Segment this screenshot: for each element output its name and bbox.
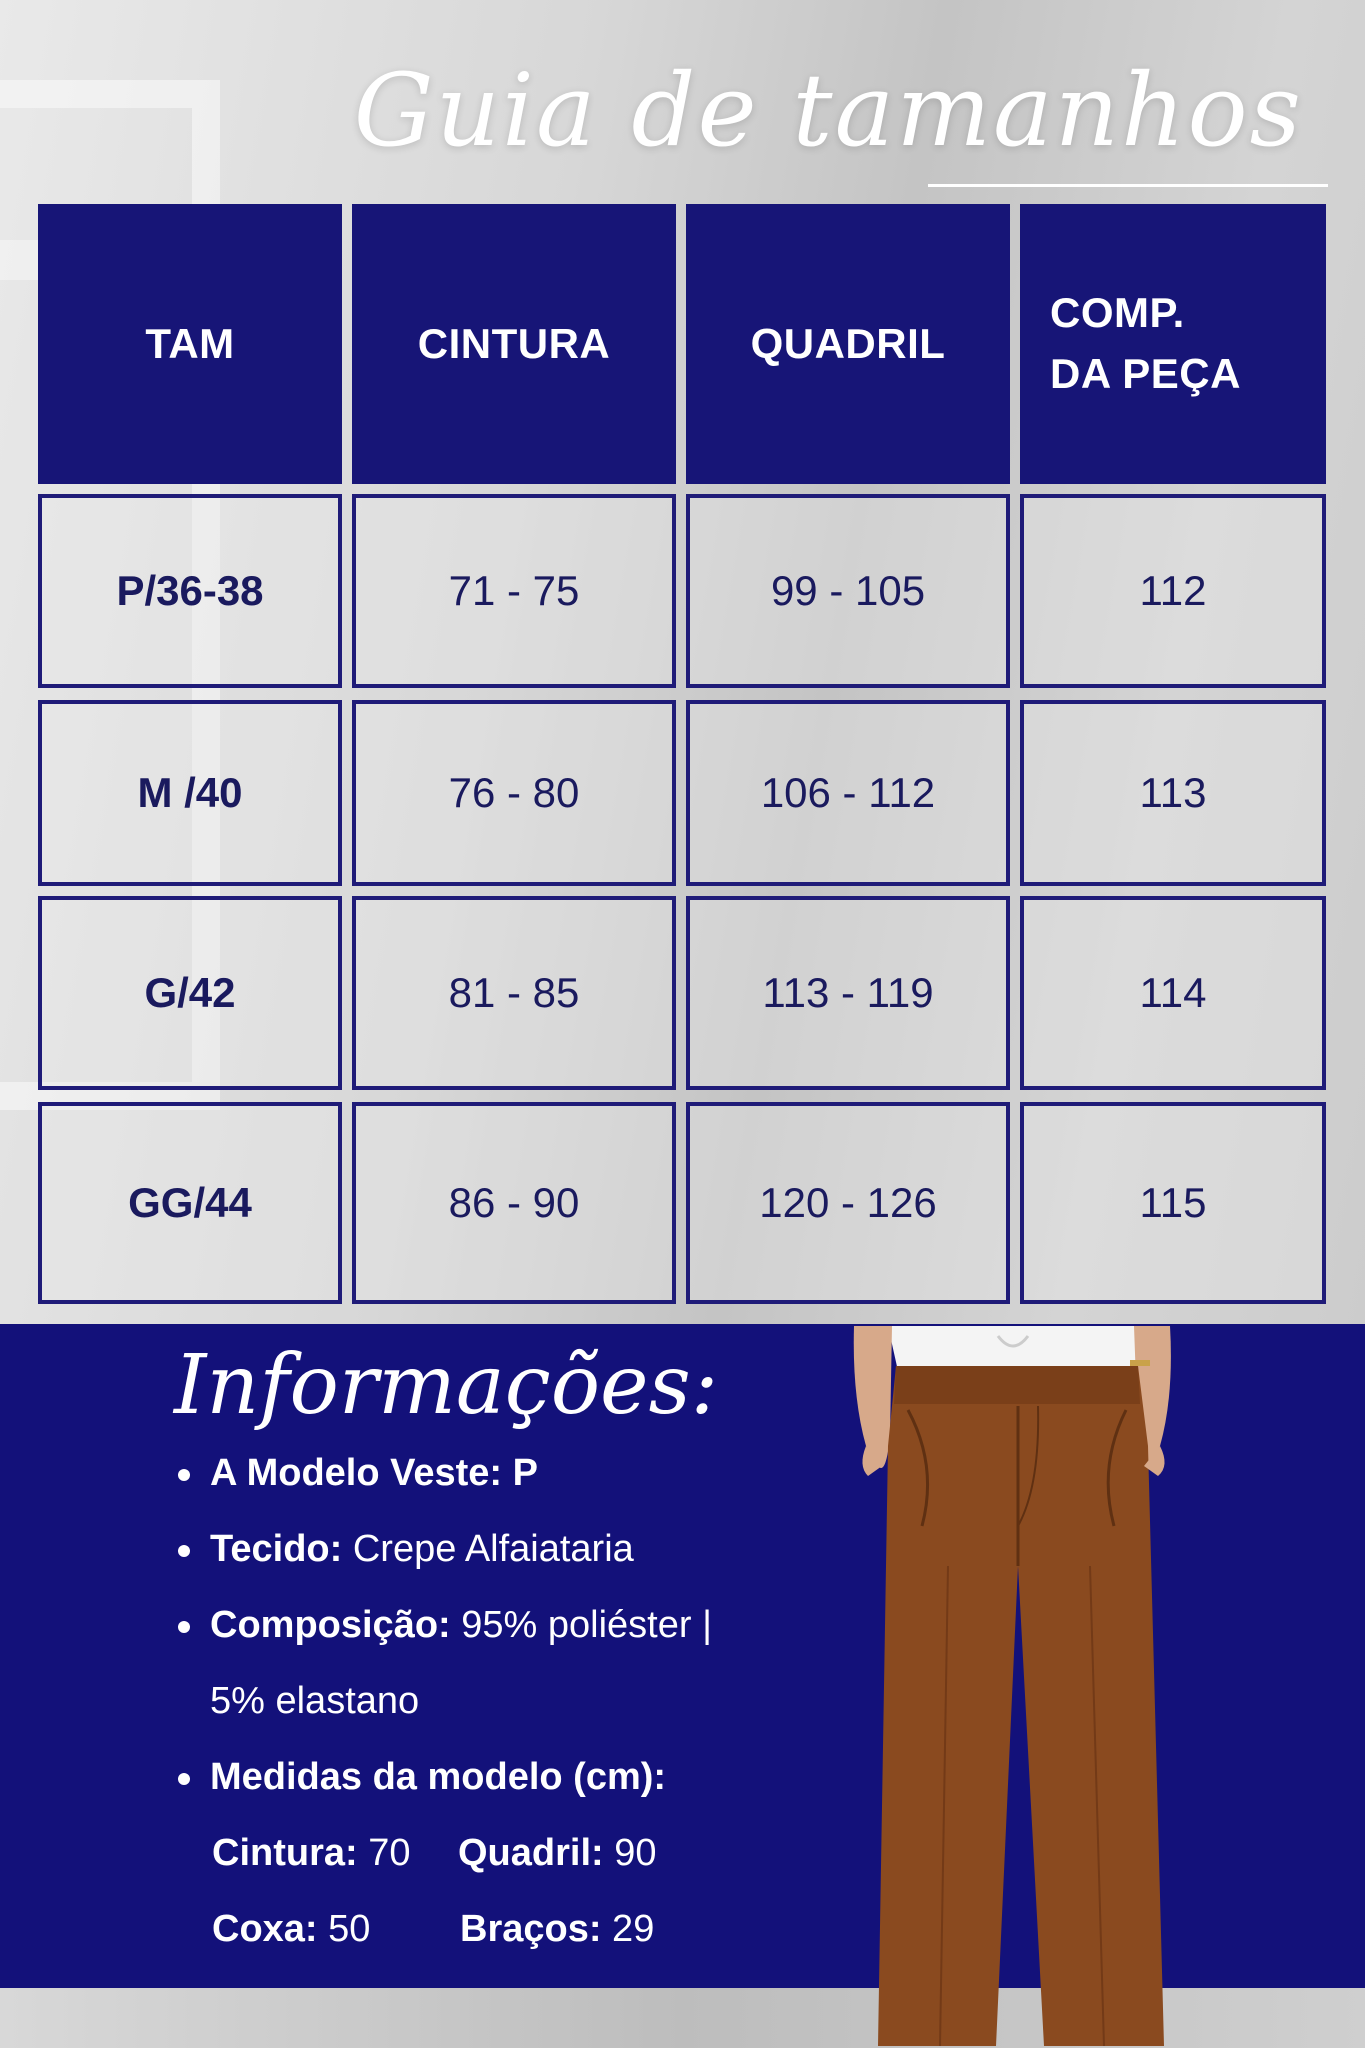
bracos-label: Braços: [460,1908,602,1950]
tecido-label: Tecido: [210,1528,343,1570]
coxa-value: 50 [317,1908,371,1950]
header-cintura: CINTURA [352,204,676,484]
title-underline [928,184,1328,187]
bullet-icon [178,1545,190,1557]
info-modelo [210,1452,538,1495]
table-cell-comp: 113 [1020,700,1326,886]
quadril-label: Quadril: [458,1832,604,1874]
cintura-value: 70 [357,1832,411,1874]
table-cell-comp: 112 [1020,494,1326,688]
info-coxa [212,1908,370,1951]
modelo-label: A Modelo Veste: P [210,1452,538,1494]
model-pants-image [848,1326,1178,2048]
info-bracos [460,1908,654,1951]
bullet-icon [178,1469,190,1481]
info-tecido [210,1528,634,1571]
table-cell-quadril: 120 - 126 [686,1102,1010,1304]
table-cell-cintura: 86 - 90 [352,1102,676,1304]
bracos-value: 29 [601,1908,655,1950]
table-cell-cintura: 76 - 80 [352,700,676,886]
table-cell-size: P/36-38 [38,494,342,688]
header-quadril: QUADRIL [686,204,1010,484]
header-tam: TAM [38,204,342,484]
coxa-label: Coxa: [212,1908,318,1950]
header-comp-peca [1020,204,1326,484]
quadril-value: 90 [603,1832,657,1874]
info-medidas [210,1756,666,1799]
table-cell-quadril: 113 - 119 [686,896,1010,1090]
table-cell-cintura: 71 - 75 [352,494,676,688]
tecido-value: Crepe Alfaiataria [342,1528,634,1570]
cintura-label: Cintura: [212,1832,358,1874]
header-comp-line2: DA PEÇA [1050,350,1241,397]
table-cell-quadril: 99 - 105 [686,494,1010,688]
table-cell-comp: 114 [1020,896,1326,1090]
table-cell-comp: 115 [1020,1102,1326,1304]
info-composicao [210,1604,712,1647]
table-cell-size: GG/44 [38,1102,342,1304]
table-cell-quadril: 106 - 112 [686,700,1010,886]
composicao-label: Composição: [210,1604,451,1646]
info-title: Informações: [174,1338,719,1433]
table-cell-size: G/42 [38,896,342,1090]
info-quadril [458,1832,657,1875]
bullet-icon [178,1621,190,1633]
info-composicao-cont: 5% elastano [210,1680,420,1722]
bullet-icon [178,1773,190,1785]
table-cell-cintura: 81 - 85 [352,896,676,1090]
table-cell-size: M /40 [38,700,342,886]
page-title: Guia de tamanhos [353,52,1303,169]
info-cintura [212,1832,410,1875]
medidas-label: Medidas da modelo (cm): [210,1756,667,1798]
composicao-value: 95% poliéster | [450,1604,712,1646]
header-comp-line1: COMP. [1050,289,1185,337]
